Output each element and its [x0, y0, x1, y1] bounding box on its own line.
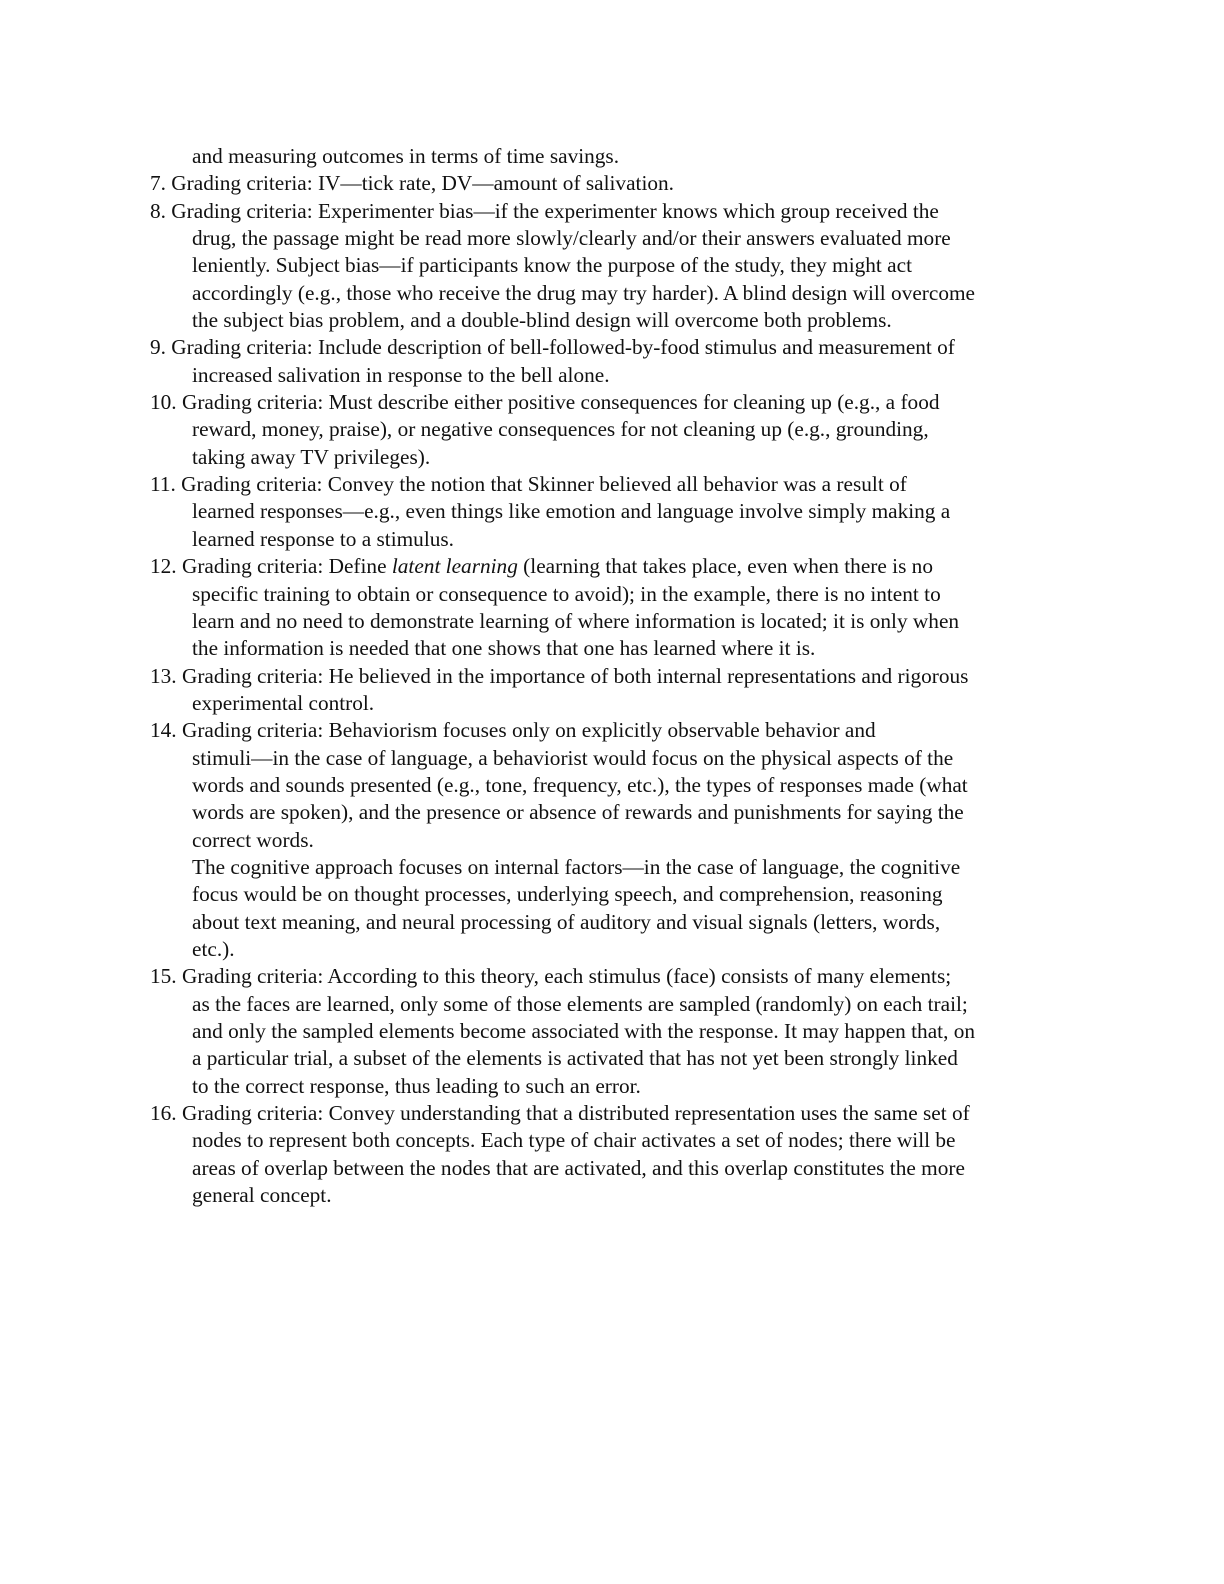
text-line: The cognitive approach focuses on internal factors—in the case of language, the cognitive	[192, 854, 961, 879]
italic-term: latent learning	[391, 554, 518, 579]
text-line: etc.).	[192, 936, 235, 961]
grading-item	[150, 471, 1090, 553]
grading-item	[150, 963, 1090, 1100]
text-line: words and sounds presented (e.g., tone, frequency, etc.), the types of responses made (what	[192, 772, 968, 797]
grading-item	[150, 663, 1090, 718]
text-line: 14. Grading criteria: Behaviorism focuses only on explicitly observable behavior and	[150, 718, 876, 743]
text-line: general concept.	[192, 1183, 332, 1208]
text-line: the subject bias problem, and a double-blind design will overcome both problems.	[192, 308, 892, 333]
text-line: increased salivation in response to the bell alone.	[192, 362, 610, 387]
text-line: learned responses—e.g., even things like emotion and language involve simply making a	[192, 499, 951, 524]
grading-item	[150, 553, 1090, 662]
text-line: to the correct response, thus leading to such an error.	[192, 1073, 641, 1098]
text-line: 8. Grading criteria: Experimenter bias—if the experimenter knows which group received the	[150, 198, 939, 223]
text-line: specific training to obtain or consequence to avoid); in the example, there is no intent to	[192, 581, 941, 606]
continued-item	[150, 143, 1090, 170]
text-line: a particular trial, a subset of the elements is activated that has not yet been strongly linked	[192, 1046, 958, 1071]
text-line: about text meaning, and neural processing of auditory and visual signals (letters, words,	[192, 909, 941, 934]
text-line: 13. Grading criteria: He believed in the importance of both internal representations and rigorous	[150, 663, 969, 688]
text-line: focus would be on thought processes, underlying speech, and comprehension, reasoning	[192, 882, 943, 907]
grading-item	[150, 198, 1090, 335]
document-body	[150, 143, 1090, 1209]
text-line: stimuli—in the case of language, a behaviorist would focus on the physical aspects of the	[192, 745, 954, 770]
text-segment: 12. Grading criteria: Define	[150, 554, 392, 579]
text-line: leniently. Subject bias—if participants know the purpose of the study, they might act	[192, 253, 912, 278]
text-line: areas of overlap between the nodes that are activated, and this overlap constitutes the more	[192, 1155, 965, 1180]
grading-item	[150, 170, 1090, 197]
text-segment: (learning that takes place, even when there is no	[517, 554, 933, 579]
text-line: 9. Grading criteria: Include description of bell-followed-by-food stimulus and measurement of	[150, 335, 955, 360]
text-line: learn and no need to demonstrate learning of where information is located; it is only when	[192, 608, 960, 633]
text-line: 11. Grading criteria: Convey the notion that Skinner believed all behavior was a result of	[150, 472, 907, 497]
text-line: 7. Grading criteria: IV—tick rate, DV—amount of salivation.	[150, 171, 674, 196]
text-line	[150, 553, 1090, 580]
grading-item	[150, 389, 1090, 471]
text-line: words are spoken), and the presence or absence of rewards and punishments for saying the	[192, 800, 964, 825]
grading-item	[150, 717, 1090, 963]
text-line: reward, money, praise), or negative consequences for not cleaning up (e.g., grounding,	[192, 417, 929, 442]
text-line: accordingly (e.g., those who receive the drug may try harder). A blind design will overcome	[192, 280, 976, 305]
text-line: 16. Grading criteria: Convey understanding that a distributed representation uses the same set of	[150, 1101, 970, 1126]
text-line: drug, the passage might be read more slowly/clearly and/or their answers evaluated more	[192, 226, 951, 251]
text-line: taking away TV privileges).	[192, 444, 431, 469]
text-line: and measuring outcomes in terms of time savings.	[192, 144, 620, 168]
text-line: nodes to represent both concepts. Each type of chair activates a set of nodes; there will be	[192, 1128, 956, 1153]
text-line: the information is needed that one shows that one has learned where it is.	[192, 636, 816, 661]
text-line: correct words.	[192, 827, 314, 852]
text-line: and only the sampled elements become associated with the response. It may happen that, on	[192, 1019, 976, 1043]
text-line: 15. Grading criteria: According to this theory, each stimulus (face) consists of many elements;	[150, 964, 952, 989]
grading-item	[150, 334, 1090, 389]
text-line: experimental control.	[192, 690, 375, 715]
text-line: 10. Grading criteria: Must describe either positive consequences for cleaning up (e.g., a food	[150, 390, 940, 415]
grading-item	[150, 1100, 1090, 1209]
text-line: learned response to a stimulus.	[192, 526, 455, 551]
text-line: as the faces are learned, only some of those elements are sampled (randomly) on each trail;	[192, 991, 968, 1016]
